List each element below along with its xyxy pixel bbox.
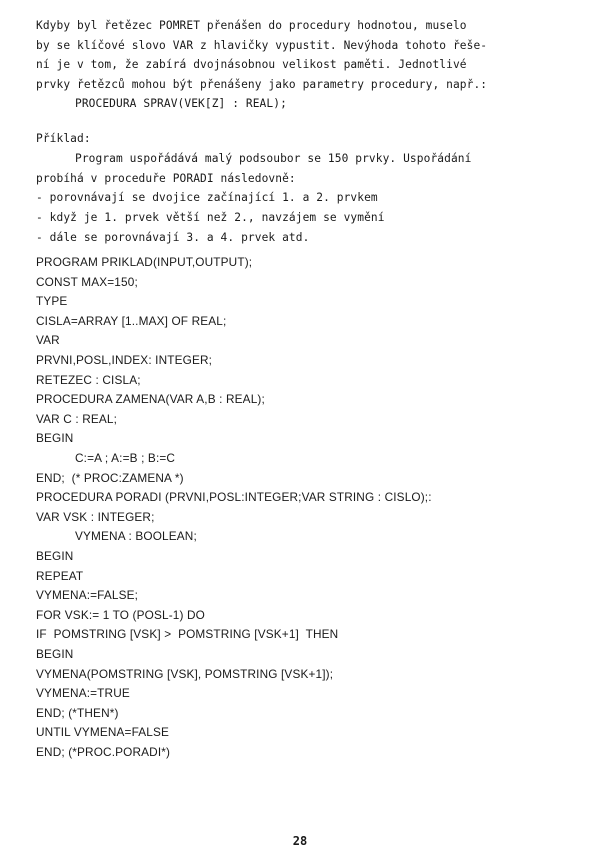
- code-line: PROCEDURA ZAMENA(VAR A,B : REAL);: [36, 392, 265, 407]
- code-line: TYPE: [36, 294, 68, 309]
- code-line: BEGIN: [36, 431, 74, 446]
- example-line: - když je 1. prvek větší než 2., navzájem se vymění: [36, 211, 385, 225]
- code-line: BEGIN: [36, 549, 74, 563]
- code-line: PRVNI,POSL,INDEX: INTEGER;: [36, 353, 213, 367]
- code-line: RETEZEC : CISLA;: [36, 372, 141, 387]
- example-line: Příklad:: [36, 132, 91, 145]
- code-line: REPEAT: [36, 568, 84, 583]
- code-line: FOR VSK:= 1 TO (POSL-1) DO: [36, 607, 205, 622]
- code-line: IF POMSTRING [VSK] > POMSTRING [VSK+1] THEN: [36, 627, 339, 642]
- code-line: UNTIL VYMENA=FALSE: [36, 725, 170, 740]
- code-line: BEGIN: [36, 647, 74, 661]
- example-line: - porovnávají se dvojice začínající 1. a 2. prvkem: [36, 191, 378, 205]
- code-line: VYMENA:=FALSE;: [36, 588, 139, 603]
- code-line: VAR C : REAL;: [36, 411, 118, 426]
- code-line: VYMENA(POMSTRING [VSK], POMSTRING [VSK+1]);: [36, 666, 334, 681]
- code-line: END; (*PROC.PORADI*): [36, 745, 171, 759]
- code-line: PROGRAM PRIKLAD(INPUT,OUTPUT);: [36, 255, 253, 269]
- code-line: C:=A ; A:=B ; B:=C: [75, 451, 176, 465]
- code-line: END; (*THEN*): [36, 705, 119, 720]
- example-line: probíhá v proceduře PORADI následovně:: [36, 171, 296, 185]
- code-line: VYMENA : BOOLEAN;: [75, 529, 197, 544]
- prose-line: by se klíčové slovo VAR z hlavičky vypustit. Nevýhoda tohoto řeše-: [36, 38, 488, 52]
- example-line: Program uspořádává malý podsoubor se 150 prvky. Uspořádání: [75, 151, 472, 165]
- prose-line: Kdyby byl řetězec POMRET přenášen do procedury hodnotou, muselo: [36, 19, 467, 32]
- code-line: VYMENA:=TRUE: [36, 686, 130, 701]
- code-line: END; (* PROC:ZAMENA *): [36, 470, 184, 485]
- page-number: 28: [292, 834, 308, 848]
- prose-line: PROCEDURA SPRAV(VEK[Z] : REAL);: [75, 97, 287, 111]
- code-line: VAR VSK : INTEGER;: [36, 509, 155, 524]
- code-line: CONST MAX=150;: [36, 274, 138, 289]
- example-line: - dále se porovnávají 3. a 4. prvek atd.: [36, 231, 310, 244]
- code-line: CISLA=ARRAY [1..MAX] OF REAL;: [36, 313, 227, 328]
- code-line: VAR: [36, 333, 60, 348]
- code-line: PROCEDURA PORADI (PRVNI,POSL:INTEGER;VAR STRING : CISLO);:: [36, 490, 432, 505]
- prose-line: ní je v tom, že zabírá dvojnásobnou velikost paměti. Jednotlivé: [36, 58, 467, 72]
- prose-line: prvky řetězců mohou být přenášeny jako parametry procedury, např.:: [36, 77, 488, 91]
